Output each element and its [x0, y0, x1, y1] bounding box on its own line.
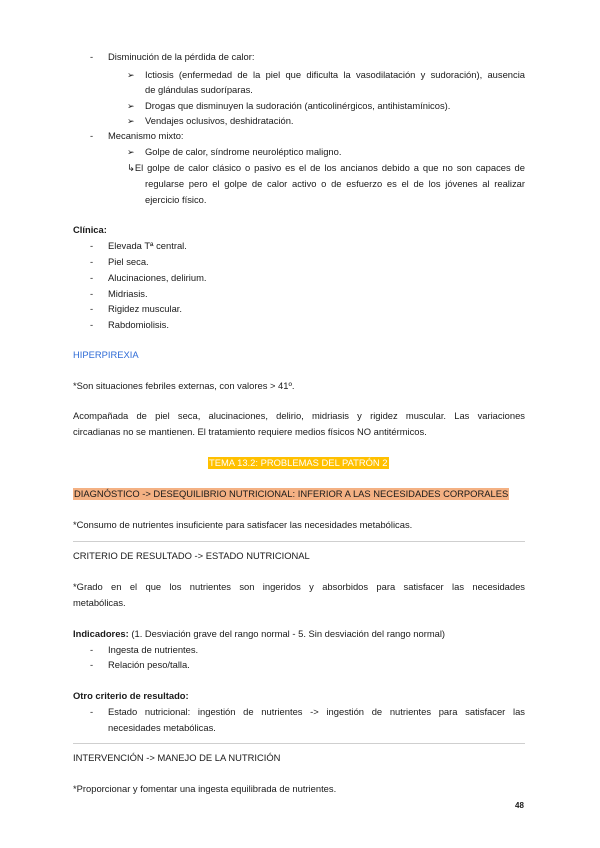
- criterio-note: *Grado en el que los nutrientes son ingeridos y absorbidos para satisfacer las necesidades: [73, 581, 525, 592]
- intervencion-heading: INTERVENCIÓN -> MANEJO DE LA NUTRICIÓN: [73, 752, 281, 763]
- list-item-heat-loss: Disminución de la pérdida de calor:: [108, 51, 255, 62]
- section-heading-clinica: Clínica:: [73, 224, 107, 235]
- list-bullet: -: [90, 659, 94, 670]
- list-bullet: -: [90, 240, 94, 251]
- clinica-item: Midriasis.: [108, 288, 148, 299]
- clinica-item: Elevada Tª central.: [108, 240, 187, 251]
- criterio-note: metabólicas.: [73, 597, 126, 608]
- section-heading-hiperpirexia: HIPERPIREXIA: [73, 349, 139, 360]
- divider: [73, 541, 525, 542]
- tema-heading: TEMA 13.2: PROBLEMAS DEL PATRÓN 2: [209, 457, 388, 468]
- list-bullet: -: [90, 51, 94, 62]
- list-bullet: -: [90, 303, 94, 314]
- sublist-item: Ictiosis (enfermedad de la piel que dificulta la vasodilatación y sudoración), ausencia: [145, 69, 525, 80]
- list-bullet: -: [90, 319, 94, 330]
- indicador-item: Ingesta de nutrientes.: [108, 644, 199, 655]
- clinica-item: Alucinaciones, delirium.: [108, 272, 207, 283]
- clinica-item: Piel seca.: [108, 256, 149, 267]
- sublist-item: Golpe de calor, síndrome neuroléptico maligno.: [145, 146, 342, 157]
- list-bullet: -: [90, 256, 94, 267]
- list-item-mixed: Mecanismo mixto:: [108, 130, 184, 141]
- intervencion-note: *Proporcionar y fomentar una ingesta equilibrada de nutrientes.: [73, 783, 337, 794]
- otro-criterio-heading: Otro criterio de resultado:: [73, 690, 189, 701]
- note-line: regularse pero el golpe de calor activo o de esfuerzo es el de los jóvenes al realizar: [145, 178, 525, 189]
- list-bullet: -: [90, 288, 94, 299]
- criterio-heading: CRITERIO DE RESULTADO -> ESTADO NUTRICIONAL: [73, 550, 310, 561]
- sublist-item: Vendajes oclusivos, deshidratación.: [145, 115, 294, 126]
- list-bullet: -: [90, 130, 94, 141]
- sublist-item: Drogas que disminuyen la sudoración (anticolinérgicos, antihistamínicos).: [145, 100, 451, 111]
- arrow-bullet-icon: ➢: [127, 147, 135, 157]
- hiperpirexia-paragraph: Acompañada de piel seca, alucinaciones, delirio, midriasis y rigidez muscular. Las variaciones: [73, 410, 525, 421]
- list-bullet: -: [90, 706, 94, 717]
- note-line: ↳El golpe de calor clásico o pasivo es el de los ancianos debido a que no son capaces de: [127, 162, 525, 173]
- indicadores-line: [73, 628, 445, 640]
- indicadores-range: (1. Desviación grave del rango normal - 5. Sin desviación del rango normal): [128, 628, 446, 639]
- otro-criterio-item: Estado nutricional: ingestión de nutrientes -> ingestión de nutrientes para satisfacer las: [108, 706, 525, 717]
- otro-criterio-item: necesidades metabólicas.: [108, 722, 216, 733]
- hiperpirexia-paragraph: circadianas no se mantienen. El tratamiento requiere medios físicos NO antitérmicos.: [73, 426, 427, 437]
- clinica-item: Rabdomiolisis.: [108, 319, 169, 330]
- arrow-bullet-icon: ➢: [127, 101, 135, 111]
- arrow-bullet-icon: ➢: [127, 70, 135, 80]
- sublist-item-continuation: de glándulas sudoríparas.: [145, 84, 253, 95]
- hiperpirexia-note: *Son situaciones febriles externas, con valores > 41º.: [73, 380, 295, 391]
- diagnostico-heading: DIAGNÓSTICO -> DESEQUILIBRIO NUTRICIONAL: INFERIOR A LAS NECESIDADES CORPORALES: [74, 488, 509, 499]
- arrow-bullet-icon: ➢: [127, 116, 135, 126]
- divider: [73, 743, 525, 744]
- page-number: 48: [515, 801, 524, 810]
- note-line: ejercicio físico.: [145, 194, 207, 205]
- indicadores-label: Indicadores:: [73, 628, 129, 639]
- clinica-item: Rigidez muscular.: [108, 303, 182, 314]
- diagnostico-note: *Consumo de nutrientes insuficiente para satisfacer las necesidades metabólicas.: [73, 519, 413, 530]
- list-bullet: -: [90, 272, 94, 283]
- list-bullet: -: [90, 644, 94, 655]
- indicador-item: Relación peso/talla.: [108, 659, 190, 670]
